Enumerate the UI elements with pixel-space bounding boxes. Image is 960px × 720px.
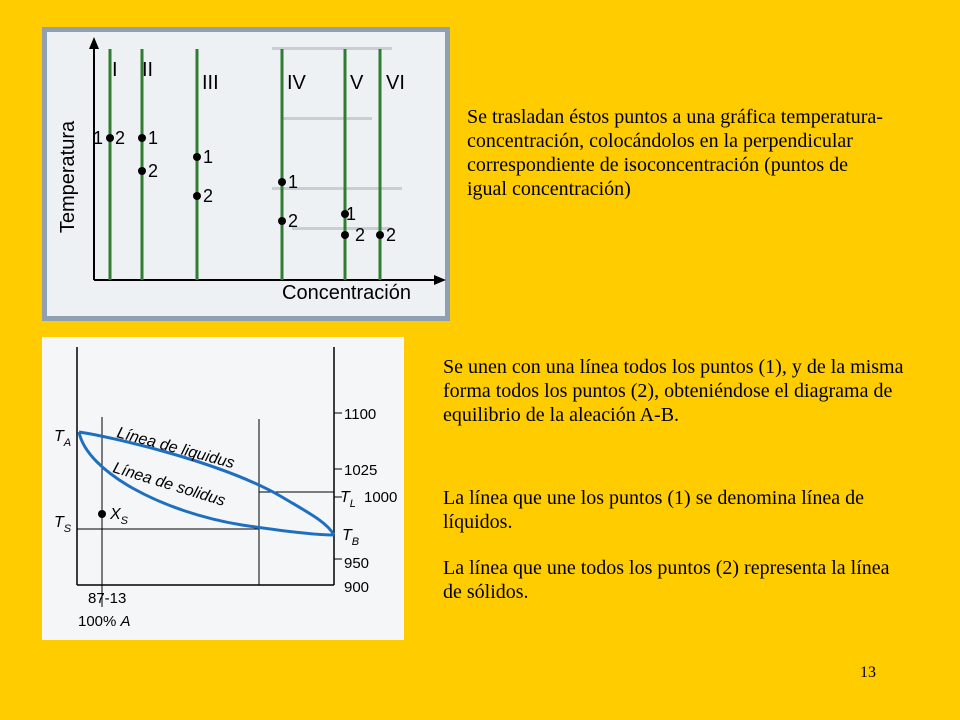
point-II-1	[138, 134, 146, 142]
percent-label: 100%	[78, 613, 121, 630]
paragraph-join-points: Se unen con una línea todos los puntos (1), y de la misma forma todos los puntos (2), obteniéndose el diagrama de equilibrio de la aleación A-B.	[443, 356, 904, 426]
column-label-IV: IV	[287, 72, 306, 94]
label-III-2: 2	[202, 186, 214, 206]
liquidus-label: Línea de liquidus	[114, 424, 237, 473]
tick-label-950: 950	[344, 555, 370, 572]
ta-subscript: A	[63, 437, 72, 449]
element-a-label: A	[120, 613, 131, 630]
column-label-V: V	[350, 72, 364, 94]
ts-letter: T	[54, 514, 64, 531]
label-I-2: 2	[114, 128, 126, 148]
page-number: 13	[860, 664, 876, 681]
equilibrium-diagram-figure	[42, 337, 404, 640]
tick-label-1100: 1100	[344, 406, 377, 423]
ts-subscript: S	[63, 523, 72, 535]
point-III-1	[193, 153, 201, 161]
x-axis-label: Concentración	[282, 282, 411, 304]
y-axis-label: Temperatura	[57, 120, 79, 234]
tl-subscript: L	[349, 498, 356, 510]
faint-line	[292, 227, 392, 230]
tick-label-1025: 1025	[344, 462, 378, 479]
label-V-1: 1	[345, 204, 357, 224]
composition-label: 87-13	[88, 590, 127, 607]
faint-line	[272, 47, 392, 50]
tb-subscript: B	[351, 536, 360, 548]
tl-letter: T	[340, 489, 350, 506]
point-IV-2	[278, 217, 286, 225]
tb-letter: T	[342, 527, 352, 544]
faint-line	[282, 117, 372, 120]
column-label-II: II	[142, 59, 154, 81]
label-III-1: 1	[202, 147, 214, 167]
paragraph-transfer-points: Se trasladan éstos puntos a una gráfica temperatura- concentración, colocándolos en la perpendicular correspondiente de isoconcentración (puntos de igual concentración)	[467, 106, 883, 200]
point-I-1	[106, 134, 114, 142]
point-IV-1	[278, 178, 286, 186]
label-V-2: 2	[354, 225, 366, 245]
point-V-2	[341, 231, 349, 239]
solidus-label: Línea de solidus	[110, 459, 228, 510]
paragraph-liquidus-definition: La línea que une los puntos (1) se denomina línea de líquidos.	[443, 487, 864, 533]
column-label-III: III	[202, 72, 219, 94]
tick-label-1000: 1000	[364, 489, 398, 506]
temperature-concentration-svg	[42, 27, 450, 321]
temperature-concentration-figure	[42, 27, 450, 321]
point-VI-2	[376, 231, 384, 239]
label-IV-1: 1	[287, 172, 299, 192]
label-IV-2: 2	[287, 211, 299, 231]
label-VI-2: 2	[385, 225, 397, 245]
equilibrium-diagram-svg	[42, 337, 404, 640]
label-I-1: 1	[92, 128, 104, 148]
xs-subscript: S	[120, 515, 129, 527]
paragraph-solidus-definition: La línea que une todos los puntos (2) representa la línea de sólidos.	[443, 557, 890, 603]
xs-letter: X	[110, 506, 121, 523]
column-label-VI: VI	[386, 72, 405, 94]
point-III-2	[193, 192, 201, 200]
point-II-2	[138, 167, 146, 175]
label-II-2: 2	[147, 161, 159, 181]
percent-a-label	[78, 613, 131, 630]
ta-letter: T	[54, 428, 64, 445]
label-II-1: 1	[147, 128, 159, 148]
column-label-I: I	[112, 59, 118, 81]
tick-label-900: 900	[344, 579, 370, 596]
xs-point	[98, 510, 106, 518]
